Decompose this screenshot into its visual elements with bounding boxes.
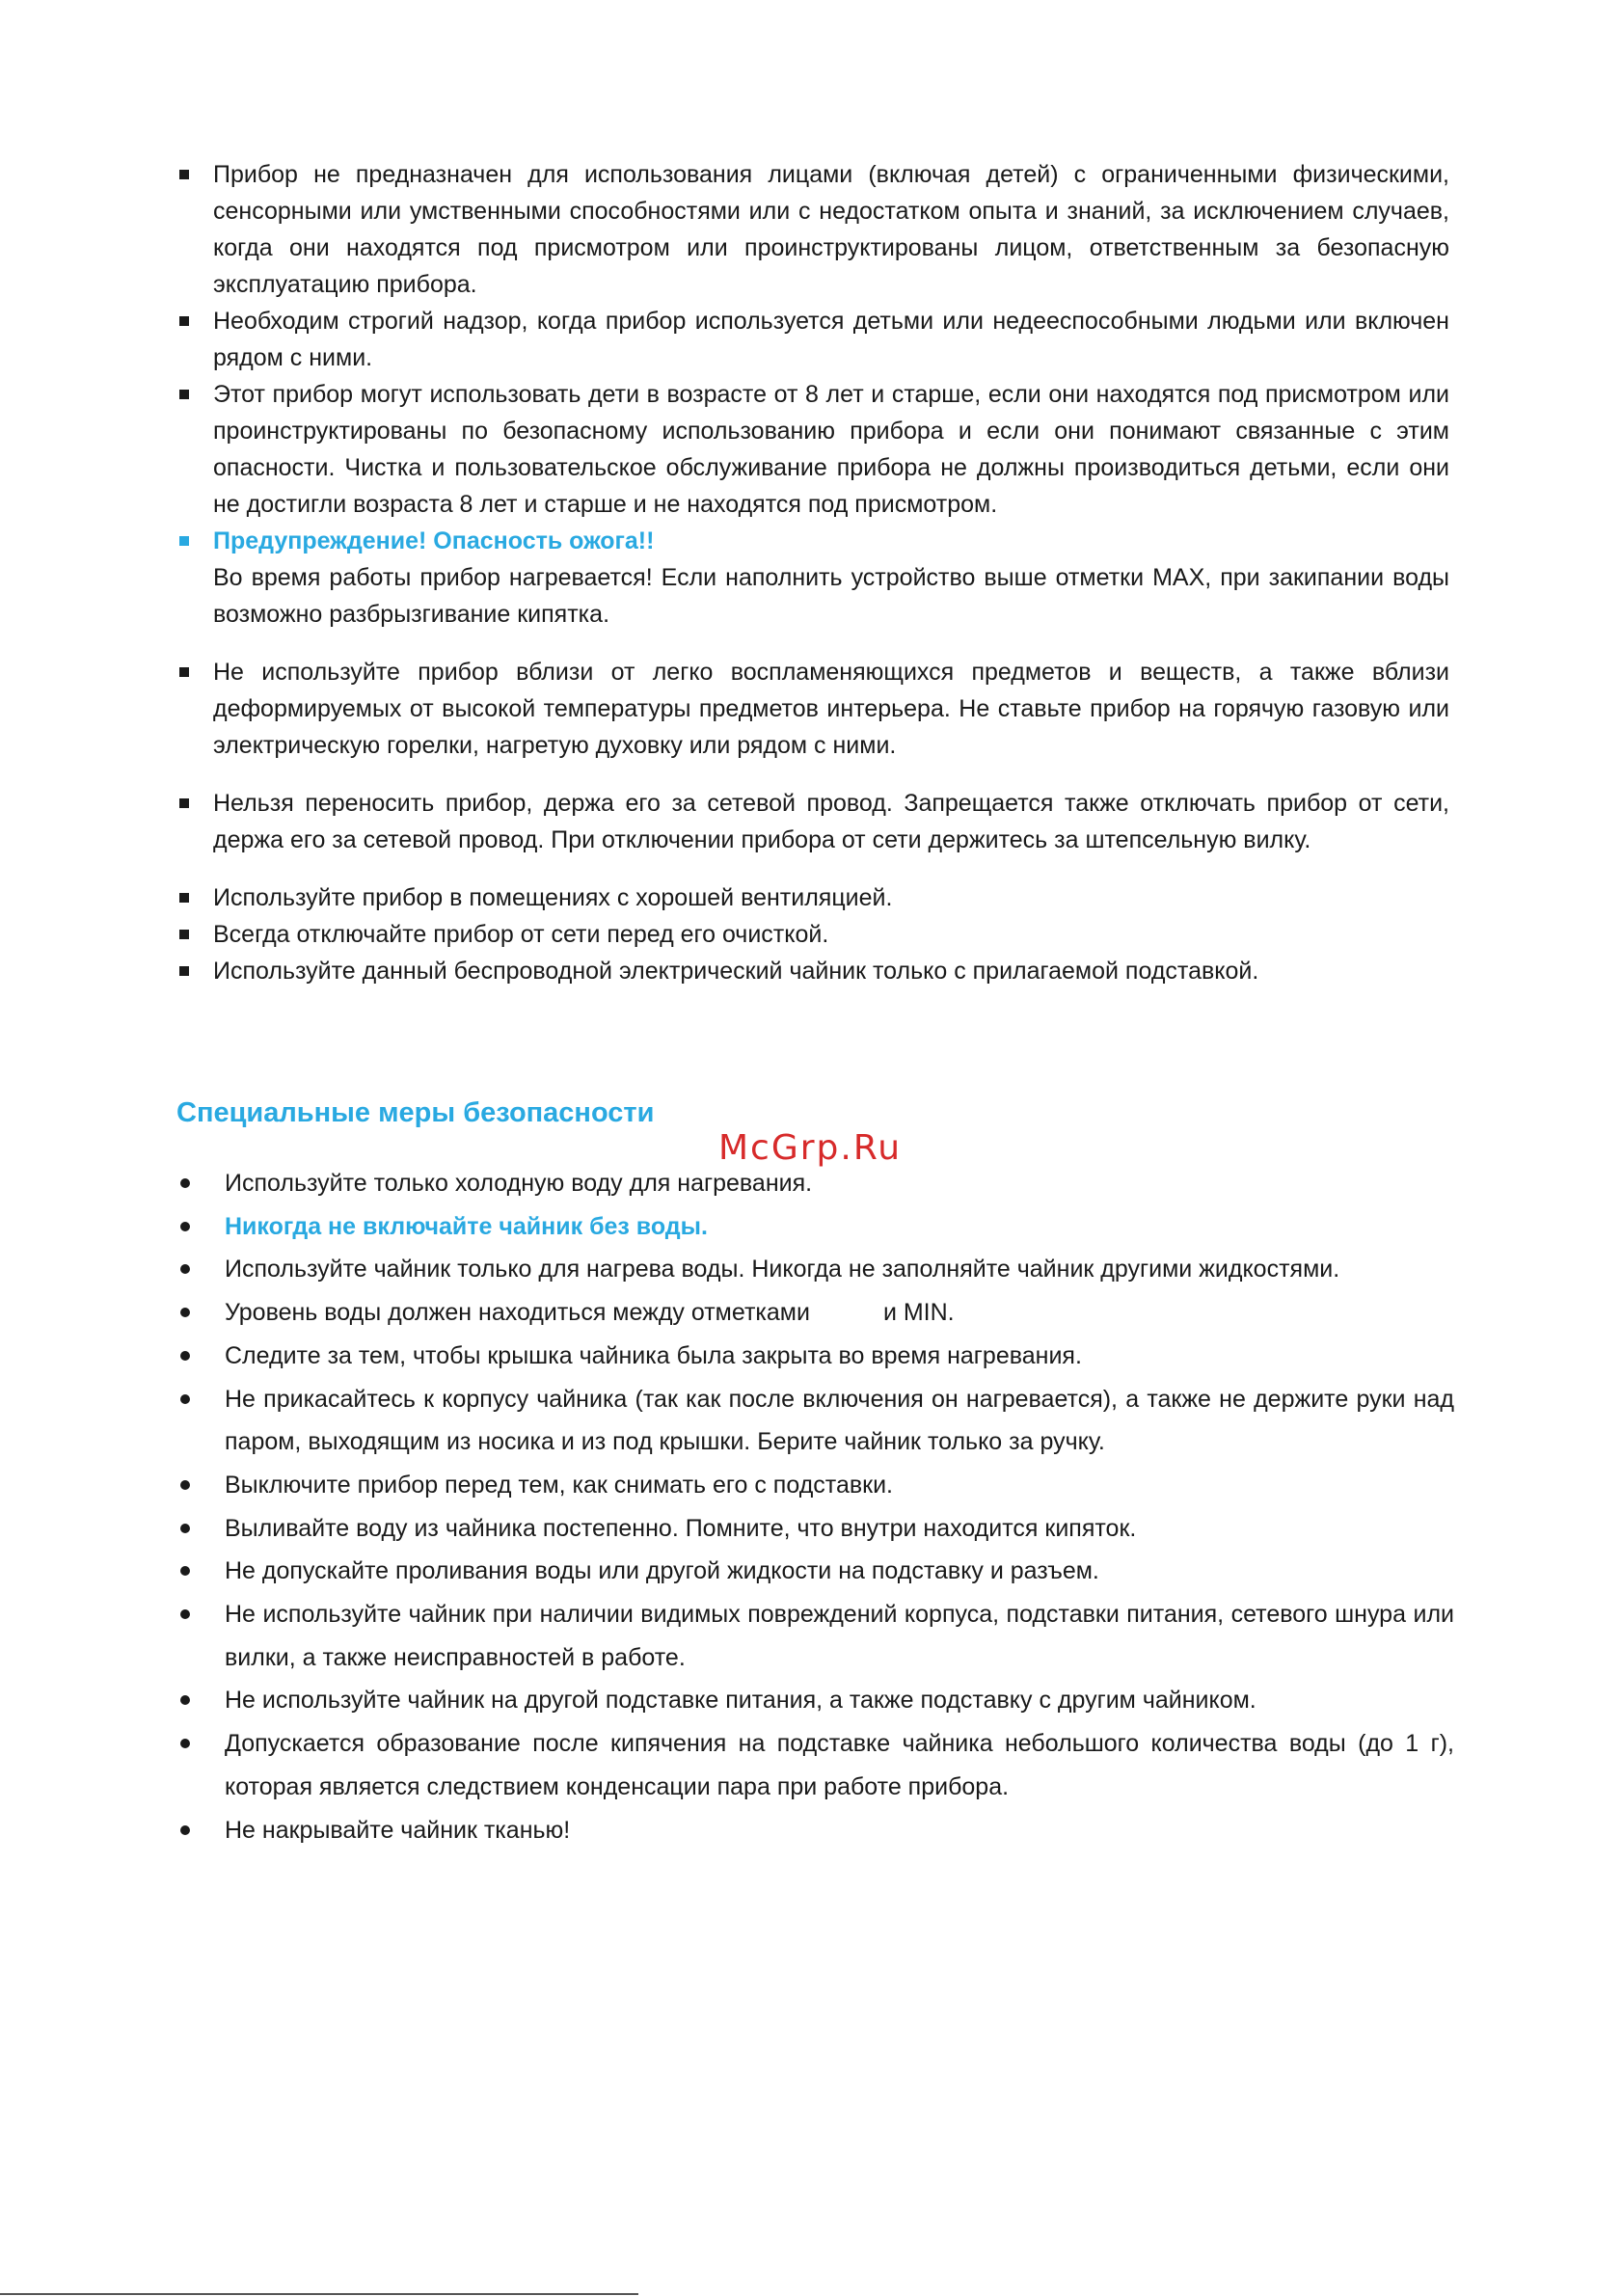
list-item-text: Не используйте прибор вблизи от легко воспламеняющихся предметов и веществ, а также вблизи деформируемых от высокой температуры предметов интерьера. Не ставьте прибор на горячую газовую или электрическую горелки, нагретую духовку или рядом с ними. xyxy=(213,659,1449,759)
list-item xyxy=(176,376,1449,523)
list-item xyxy=(176,156,1449,303)
list-item xyxy=(176,879,1449,916)
square-bullet-icon xyxy=(179,893,189,903)
round-bullet-icon xyxy=(180,1825,190,1835)
list-item-text: Никогда не включайте чайник без воды. xyxy=(225,1212,708,1240)
warning-title: Предупреждение! Опасность ожога!! xyxy=(213,527,655,554)
list-item-text: Следите за тем, чтобы крышка чайника была закрыта во время нагревания. xyxy=(225,1341,1082,1369)
list-item xyxy=(176,1809,1454,1852)
round-bullet-icon xyxy=(180,1609,190,1619)
list-item-text: Прибор не предназначен для использования лицами (включая детей) с ограниченными физическими, сенсорными или умственными способностями или с недостатком опыта и знаний, за исключением случаев, когда они находятся под присмотром или проинструктированы лицом, ответственным за безопасную эксплуатацию прибора. xyxy=(213,161,1449,298)
list-item xyxy=(176,1550,1454,1593)
square-bullet-icon xyxy=(179,930,189,939)
list-item xyxy=(176,1679,1454,1722)
list-item xyxy=(176,1291,1454,1335)
footer-divider xyxy=(0,2293,638,2295)
round-bullet-icon xyxy=(180,1566,190,1576)
list-item xyxy=(176,916,1449,953)
square-bullet-icon xyxy=(179,966,189,976)
list-item xyxy=(176,1464,1454,1507)
list-item-text: Не прикасайтесь к корпусу чайника (так как после включения он нагревается), а также не держите руки над паром, выходящим из носика и из под крышки. Берите чайник только за ручку. xyxy=(225,1385,1454,1456)
section-heading: Специальные меры безопасности xyxy=(176,1097,655,1128)
list-item-text: Выливайте воду из чайника постепенно. Помните, что внутри находится кипяток. xyxy=(225,1514,1137,1542)
square-bullet-icon xyxy=(179,316,189,326)
round-bullet-icon xyxy=(180,1308,190,1317)
list-item xyxy=(176,303,1449,376)
list-item-text: Необходим строгий надзор, когда прибор используется детьми или недееспособными людьми или включен рядом с ними. xyxy=(213,308,1449,371)
list-item xyxy=(176,1335,1454,1378)
list-item-text: Используйте только холодную воду для нагревания. xyxy=(225,1170,813,1197)
safety-list xyxy=(176,156,1449,989)
list-item-text: Выключите прибор перед тем, как снимать его с подставки. xyxy=(225,1471,893,1499)
list-item xyxy=(176,1248,1454,1291)
round-bullet-icon xyxy=(180,1222,190,1231)
list-item-text: Не используйте чайник на другой подставке питания, а также подставку с другим чайником. xyxy=(225,1687,1256,1715)
list-item-text: Нельзя переносить прибор, держа его за сетевой провод. Запрещается также отключать прибор от сети, держа его за сетевой провод. При отключении прибора от сети держитесь за штепсельную вилку. xyxy=(213,790,1449,853)
list-item-highlight xyxy=(176,1205,1454,1249)
list-item xyxy=(176,1507,1454,1551)
list-item-text: Этот прибор могут использовать дети в возрасте от 8 лет и старше, если они находятся под присмотром или проинструктированы по безопасному использованию прибора и если они понимают связанные с этим опасности. Чистка и пользовательское обслуживание прибора не должны производиться детьми, если они не достигли возраста 8 лет и старше и не находятся под присмотром. xyxy=(213,381,1449,518)
round-bullet-icon xyxy=(180,1264,190,1274)
square-bullet-icon xyxy=(179,390,189,399)
list-item xyxy=(176,953,1449,989)
list-item xyxy=(176,785,1449,858)
warning-item xyxy=(176,523,1449,633)
square-bullet-icon xyxy=(179,798,189,808)
square-bullet-icon xyxy=(179,536,189,546)
warning-text: Во время работы прибор нагревается! Если наполнить устройство выше отметки MAX, при закипании воды возможно разбрызгивание кипятка. xyxy=(213,564,1449,628)
watermark-text: McGrp.Ru xyxy=(718,1128,903,1168)
round-bullet-icon xyxy=(180,1695,190,1705)
list-item-text: Допускается образование после кипячения на подставке чайника небольшого количества воды (до 1 г), которая является следствием конденсации пара при работе прибора. xyxy=(225,1730,1454,1800)
list-item-text-a: Уровень воды должен находиться между отметками xyxy=(225,1299,810,1327)
round-bullet-icon xyxy=(180,1351,190,1361)
round-bullet-icon xyxy=(180,1480,190,1490)
round-bullet-icon xyxy=(180,1524,190,1533)
list-item xyxy=(176,654,1449,764)
list-item-text: Не накрывайте чайник тканью! xyxy=(225,1816,571,1844)
list-item xyxy=(176,1593,1454,1679)
square-bullet-icon xyxy=(179,170,189,179)
list-item xyxy=(176,1378,1454,1464)
list-item xyxy=(176,1162,1454,1205)
list-item-text: Используйте данный беспроводной электрический чайник только с прилагаемой подставкой. xyxy=(213,958,1259,985)
list-item-text: Используйте чайник только для нагрева воды. Никогда не заполняйте чайник другими жидкостями. xyxy=(225,1256,1340,1283)
list-item-text: Всегда отключайте прибор от сети перед его очисткой. xyxy=(213,921,829,948)
round-bullet-icon xyxy=(180,1739,190,1748)
special-safety-list xyxy=(176,1162,1454,1851)
round-bullet-icon xyxy=(180,1178,190,1188)
square-bullet-icon xyxy=(179,667,189,677)
list-item-text: Используйте прибор в помещениях с хорошей вентиляцией. xyxy=(213,884,893,911)
list-item-text: Не используйте чайник при наличии видимых повреждений корпуса, подставки питания, сетевого шнура или вилки, а также неисправностей в работе. xyxy=(225,1601,1454,1671)
list-item-text-b: и MIN. xyxy=(882,1299,955,1327)
list-item-text: Не допускайте проливания воды или другой жидкости на подставку и разъем. xyxy=(225,1557,1099,1585)
round-bullet-icon xyxy=(180,1394,190,1404)
list-item xyxy=(176,1722,1454,1808)
